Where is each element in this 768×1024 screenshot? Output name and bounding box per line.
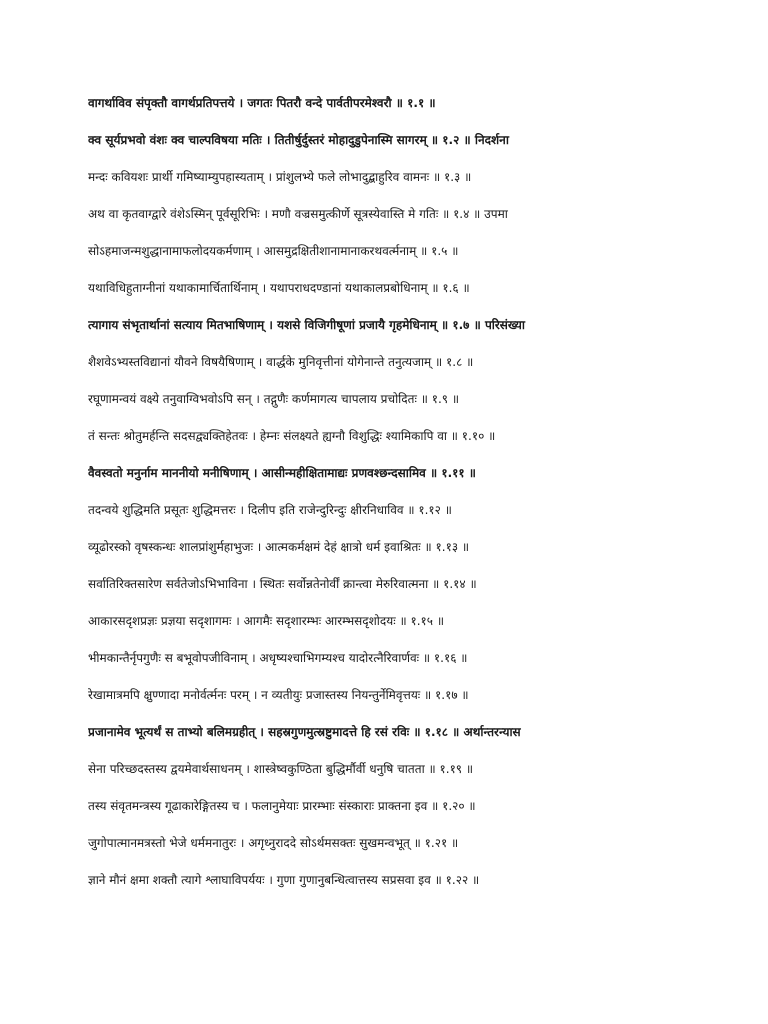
verse-line: शैशवेऽभ्यस्तविद्यानां यौवने विषयैषिणाम् । वार्द्धके मुनिवृत्तीनां योगेनान्ते तनुत्यजाम् ॥ १.८ ॥ <box>88 355 474 369</box>
verse-line: सर्वातिरिक्तसारेण सर्वतेजोऽभिभाविना । स्थितः सर्वोन्नतेनोर्वीं क्रान्त्वा मेरुरिवात्मना ॥ १.१४ ॥ <box>88 577 477 591</box>
verse-line: ज्ञाने मौनं क्षमा शक्तौ त्यागे श्लाघाविपर्ययः । गुणा गुणानुबन्धित्वात्तस्य सप्रसवा इव ॥ १.२२ ॥ <box>88 873 480 887</box>
verse-line: रेखामात्रमपि क्षुण्णादा मनोर्वर्त्मनः परम् । न व्यतीयुः प्रजास्तस्य नियन्तुर्नेमिवृत्तयः ॥ १.१७ ॥ <box>88 688 469 702</box>
verse-line: प्रजानामेव भूत्यर्थं स ताभ्यो बलिमग्रहीत् । सहस्रगुणमुत्स्रष्टुमादत्ते हि रसं रविः ॥ १.१८ ॥ अर्थान्तरन्यास <box>88 725 521 739</box>
verse-line: तस्य संवृतमन्त्रस्य गूढाकारेङ्गितस्य च । फलानुमेयाः प्रारम्भाः संस्काराः प्राक्तना इव ॥ १.२० ॥ <box>88 799 476 813</box>
verse-line: आकारसदृशप्रज्ञः प्रज्ञया सदृशागमः । आगमैः सदृशारम्भः आरम्भसदृशोदयः ॥ १.१५ ॥ <box>88 614 445 628</box>
verse-line: अथ वा कृतवाग्द्वारे वंशेऽस्मिन् पूर्वसूरिभिः । मणौ वज्रसमुत्कीर्णे सूत्रस्येवास्ति मे गतिः ॥ १.४ ॥ उपमा <box>88 207 508 221</box>
verse-line: रघूणामन्वयं वक्ष्ये तनुवाग्विभवोऽपि सन् । तद्गुणैः कर्णमागत्य चापलाय प्रचोदितः ॥ १.९ ॥ <box>88 392 460 406</box>
verse-line: तं सन्तः श्रोतुमर्हन्ति सदसद्व्यक्तिहेतवः । हेम्नः संलक्ष्यते ह्यग्नौ विशुद्धिः श्यामिकापि वा ॥ १.१० ॥ <box>88 429 496 443</box>
verse-line: व्यूढोरस्को वृषस्कन्धः शालप्रांशुर्महाभुजः । आत्मकर्मक्षमं देहं क्षात्रो धर्म इवाश्रितः ॥ १.१३ ॥ <box>88 540 470 554</box>
verse-line: त्यागाय संभृतार्थानां सत्याय मितभाषिणाम् । यशसे विजिगीषूणां प्रजायै गृहमेधिनाम् ॥ १.७ ॥ परिसंख्या <box>88 318 525 332</box>
verse-line: वैवस्वतो मनुर्नाम माननीयो मनीषिणाम् । आसीन्महीक्षितामाद्यः प्रणवश्छन्दसामिव ॥ १.११ ॥ <box>88 466 476 480</box>
verse-line: यथाविधिहुताग्नीनां यथाकामार्चितार्थिनाम् । यथापराधदण्डानां यथाकालप्रबोधिनाम् ॥ १.६ ॥ <box>88 281 470 295</box>
verse-line: वागर्थाविव संपृक्तौ वागर्थप्रतिपत्तये । जगतः पितरौ वन्दे पार्वतीपरमेश्वरौ ॥ १.१ ॥ <box>88 96 436 110</box>
verse-line: जुगोपात्मानमत्रस्तो भेजे धर्ममनातुरः । अगृध्नुराददे सोऽर्थमसक्तः सुखमन्वभूत् ॥ १.२१ ॥ <box>88 836 459 850</box>
verse-line: मन्दः कवियशः प्रार्थी गमिष्याम्युपहास्यताम् । प्रांशुलभ्ये फले लोभादुद्बाहुरिव वामनः ॥ १.३ ॥ <box>88 170 472 184</box>
verse-line: सेना परिच्छदस्तस्य द्वयमेवार्थसाधनम् । शास्त्रेष्वकुण्ठिता बुद्धिर्मौर्वी धनुषि चातता ॥ १.१९ ॥ <box>88 762 474 776</box>
verse-line: तदन्वये शुद्धिमति प्रसूतः शुद्धिमत्तरः । दिलीप इति राजेन्दुरिन्दुः क्षीरनिधाविव ॥ १.१२ ॥ <box>88 503 452 517</box>
verse-line: भीमकान्तैर्नृपगुणैः स बभूवोपजीविनाम् । अधृष्यश्चाभिगम्यश्च यादोरत्नैरिवार्णवः ॥ १.१६ ॥ <box>88 651 468 665</box>
verse-line: क्व सूर्यप्रभवो वंशः क्व चाल्पविषया मतिः । तितीर्षुर्दुस्तरं मोहादुडुपेनास्मि सागरम् ॥ १.२ ॥ निदर्शना <box>88 133 509 147</box>
verse-list <box>88 92 748 906</box>
verse-line: सोऽहमाजन्मशुद्धानामाफलोदयकर्मणाम् । आसमुद्रक्षितीशानामानाकरथवर्त्मनाम् ॥ १.५ ॥ <box>88 244 459 258</box>
